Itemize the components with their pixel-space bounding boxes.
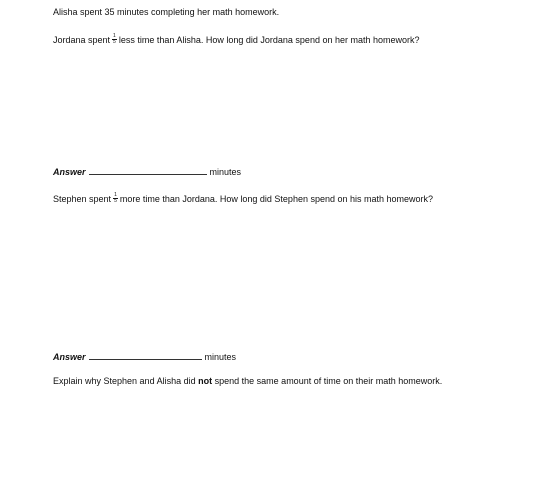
fraction-denominator: 5 bbox=[113, 39, 116, 46]
fraction-one-fifth bbox=[112, 34, 117, 45]
question-stephen-end: more time than Jordana. How long did Stephen spend on his math homework? bbox=[119, 194, 434, 204]
fraction-numerator: 1 bbox=[113, 33, 116, 40]
question-stephen-start: Stephen spent bbox=[53, 194, 112, 204]
intro-statement bbox=[53, 6, 279, 18]
question-jordana-start: Jordana spent bbox=[53, 35, 111, 45]
intro-text: Alisha spent 35 minutes completing her math homework. bbox=[53, 7, 280, 17]
question-explain-end: spend the same amount of time on their math homework. bbox=[214, 376, 443, 386]
question-jordana-end: less time than Alisha. How long did Jordana spend on her math homework? bbox=[118, 35, 420, 45]
answer-blank-stephen[interactable] bbox=[89, 350, 202, 360]
fraction-one-fifth bbox=[113, 193, 118, 204]
answer-unit: minutes bbox=[204, 352, 237, 362]
question-explain-emphasis: not bbox=[198, 376, 213, 386]
answer-row-stephen bbox=[53, 350, 236, 363]
question-explain-start: Explain why Stephen and Alisha did bbox=[53, 376, 196, 386]
answer-unit: minutes bbox=[209, 167, 242, 177]
question-stephen bbox=[53, 193, 433, 205]
question-explain bbox=[53, 375, 442, 387]
fraction-numerator: 1 bbox=[114, 192, 117, 199]
answer-row-jordana bbox=[53, 165, 241, 178]
fraction-denominator: 5 bbox=[114, 198, 117, 205]
answer-blank-jordana[interactable] bbox=[89, 165, 207, 175]
answer-label: Answer bbox=[53, 352, 86, 362]
question-jordana bbox=[53, 34, 420, 46]
answer-label: Answer bbox=[53, 167, 86, 177]
